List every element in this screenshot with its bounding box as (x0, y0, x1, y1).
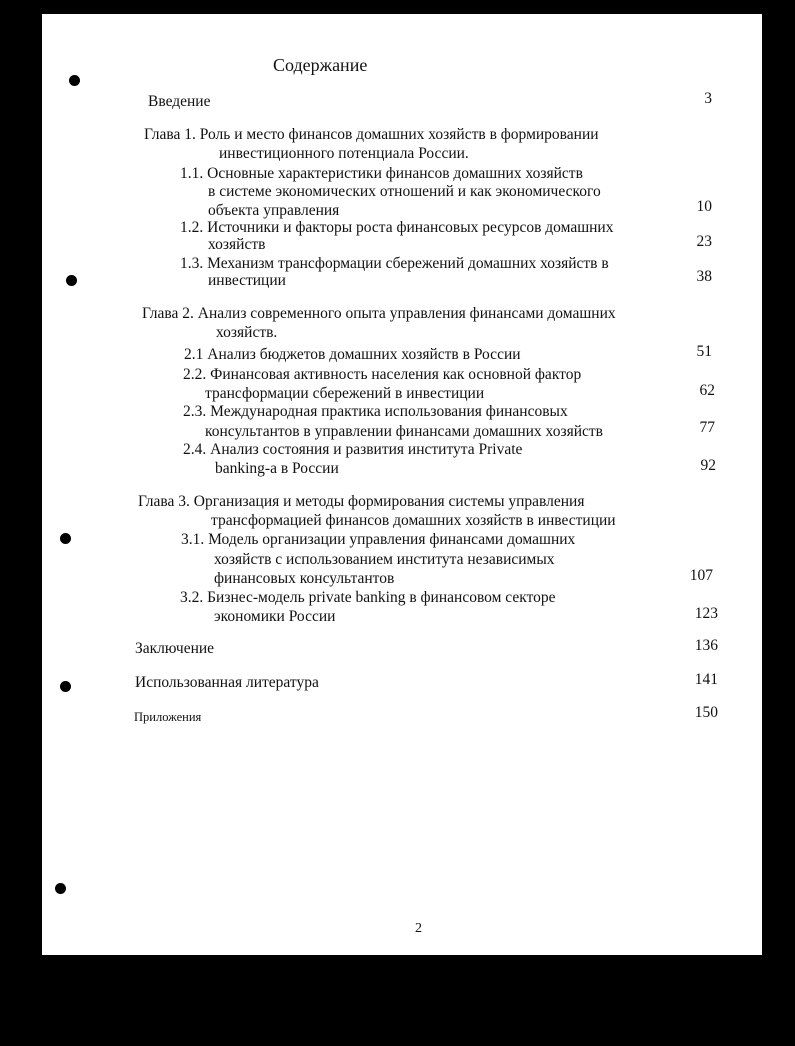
page-number: 2 (415, 921, 422, 936)
punch-hole (55, 883, 66, 894)
toc-entry-conclusion: Заключение (135, 640, 215, 657)
toc-section-2-3-line2: консультантов в управлении финансами домашних хозяйств (205, 423, 603, 440)
toc-page-2-3: 77 (699, 419, 715, 436)
toc-page-literature: 141 (694, 671, 718, 688)
toc-page-3-2: 123 (694, 605, 718, 622)
toc-page-1-2: 23 (696, 233, 712, 250)
toc-entry-literature: Использованная литература (135, 674, 319, 691)
toc-page-2-1: 51 (696, 343, 712, 360)
toc-page-2-4: 92 (700, 457, 716, 474)
toc-section-3-1-line3: финансовых консультантов (214, 570, 395, 587)
punch-hole (60, 681, 71, 692)
toc-section-3-1-line1: 3.1. Модель организации управления финансами домашних (181, 531, 576, 548)
toc-chapter-1-line2: инвестиционного потенциала России. (219, 145, 469, 162)
toc-entry-appendix: Приложения (134, 710, 202, 724)
toc-chapter-3-line2: трансформацией финансов домашних хозяйств в инвестиции (211, 512, 616, 529)
toc-chapter-2-line1: Глава 2. Анализ современного опыта управления финансами домашних (142, 305, 616, 322)
toc-section-2-4-line2: banking-а в России (215, 460, 339, 477)
scan-border-left (0, 0, 42, 1046)
toc-page-1-3: 38 (696, 268, 712, 285)
toc-page-2-2: 62 (699, 382, 715, 399)
toc-section-1-2-line1: 1.2. Источники и факторы роста финансовых ресурсов домашних (180, 219, 614, 236)
toc-section-1-3-line1: 1.3. Механизм трансформации сбережений домашних хозяйств в (180, 255, 609, 272)
toc-page-3-1: 107 (689, 567, 713, 584)
toc-section-1-2-line2: хозяйств (208, 236, 266, 253)
toc-section-3-2-line1: 3.2. Бизнес-модель private banking в финансовом секторе (180, 589, 556, 606)
toc-section-1-1-line1: 1.1. Основные характеристики финансов домашних хозяйств (180, 165, 583, 182)
punch-hole (66, 275, 77, 286)
scan-border-right (760, 0, 795, 1046)
toc-chapter-2-line2: хозяйств. (216, 324, 278, 341)
toc-section-3-1-line2: хозяйств с использованием института независимых (214, 551, 555, 568)
toc-section-1-1-line3: объекта управления (208, 202, 340, 219)
scan-border-bottom (0, 955, 795, 1046)
punch-hole (69, 75, 80, 86)
toc-section-2-1: 2.1 Анализ бюджетов домашних хозяйств в России (184, 346, 521, 363)
toc-page-appendix: 150 (694, 704, 718, 721)
toc-section-2-3-line1: 2.3. Международная практика использования финансовых (183, 403, 568, 420)
toc-section-2-2-line2: трансформации сбережений в инвестиции (205, 385, 485, 402)
toc-entry-intro: Введение (148, 93, 211, 110)
toc-chapter-3-line1: Глава 3. Организация и методы формирования системы управления (138, 493, 585, 510)
toc-chapter-1-line1: Глава 1. Роль и место финансов домашних хозяйств в формировании (144, 126, 599, 143)
toc-page-intro: 3 (704, 90, 712, 107)
toc-page-conclusion: 136 (694, 637, 718, 654)
toc-section-1-3-line2: инвестиции (208, 272, 286, 289)
page-title: Содержание (273, 55, 368, 75)
scan-border-top (0, 0, 795, 14)
toc-section-1-1-line2: в системе экономических отношений и как экономического (208, 183, 601, 200)
toc-section-3-2-line2: экономики России (214, 608, 336, 625)
toc-section-2-4-line1: 2.4. Анализ состояния и развития института Private (183, 441, 523, 458)
punch-hole (60, 533, 71, 544)
toc-section-2-2-line1: 2.2. Финансовая активность населения как основной фактор (183, 366, 582, 383)
toc-page-1-1: 10 (696, 198, 712, 215)
